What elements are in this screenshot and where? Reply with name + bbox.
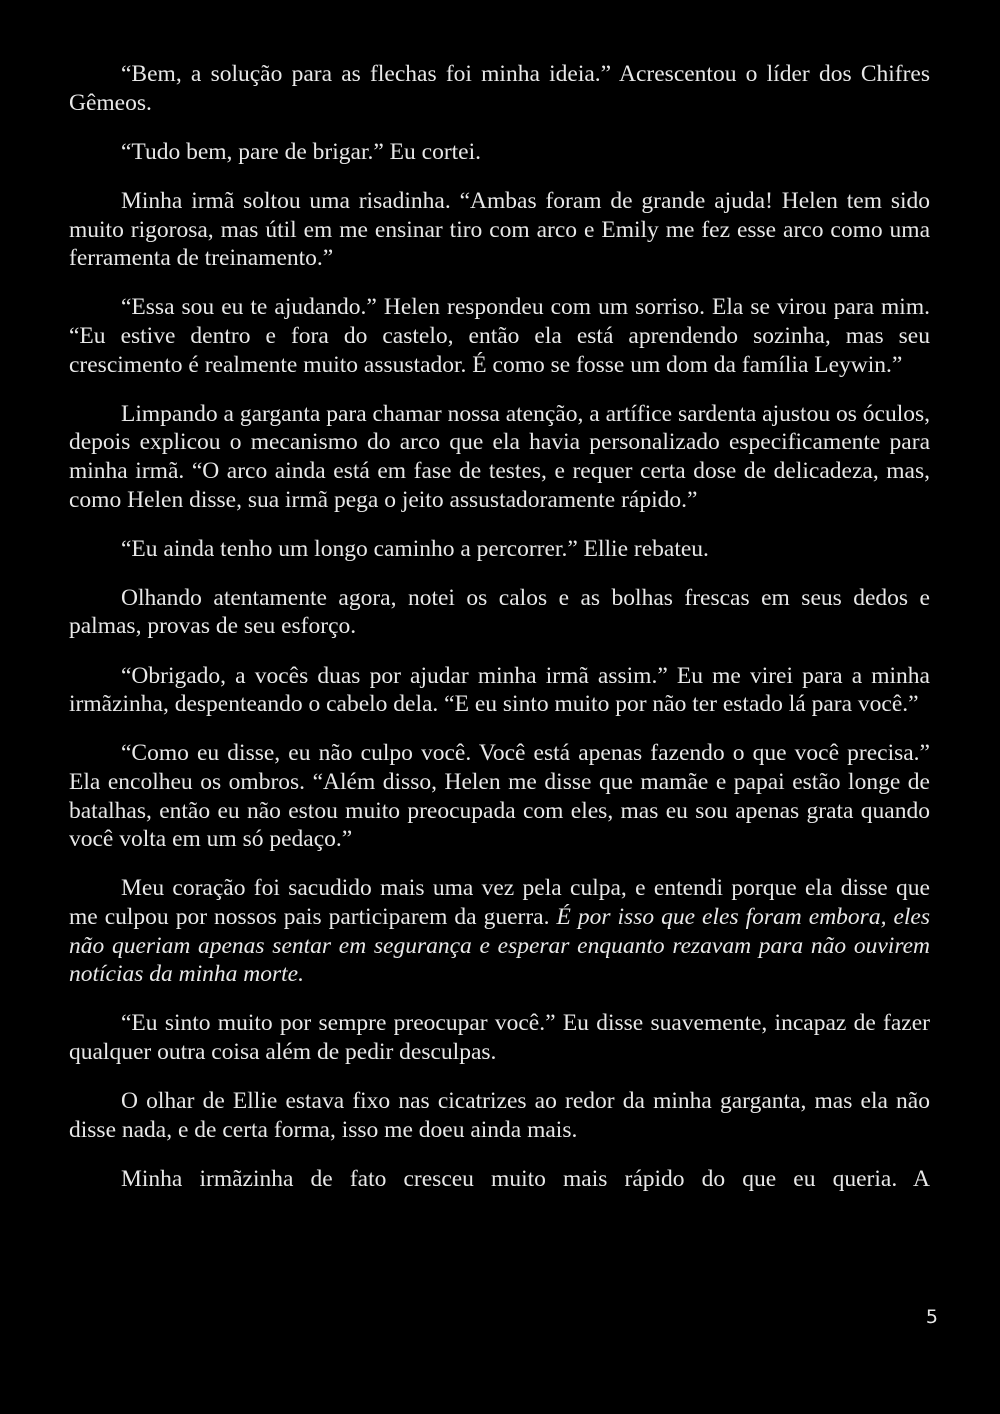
paragraph-1: “Bem, a solução para as flechas foi minha ideia.” Acrescentou o líder dos Chifres Gêmeos. <box>69 61 930 116</box>
paragraph-13: Minha irmãzinha de fato cresceu muito mais rápido do que eu queria. A <box>121 1165 930 1192</box>
paragraph-10-text: Meu coração foi sacudido mais uma vez pela culpa, e entendi porque ela disse que me culpou por nossos pais participarem da guerra. <box>69 875 930 930</box>
paragraph-8: “Obrigado, a vocês duas por ajudar minha irmã assim.” Eu me virei para a minha irmãzinha, despenteando o cabelo dela. “E eu sinto muito por não ter estado lá para você.” <box>69 662 930 718</box>
paragraph-3: Minha irmã soltou uma risadinha. “Ambas foram de grande ajuda! Helen tem sido muito rigorosa, mas útil em me ensinar tiro com arco e Emily me fez esse arco como uma ferramenta de treinamento.” <box>69 187 930 272</box>
paragraph-12: O olhar de Ellie estava fixo nas cicatrizes ao redor da minha garganta, mas ela não disse nada, e de certa forma, isso me doeu ainda mais. <box>69 1088 930 1143</box>
paragraph-7: Olhando atentamente agora, notei os calos e as bolhas frescas em seus dedos e palmas, provas de seu esforço. <box>69 584 930 640</box>
page-number: 5 <box>925 1306 938 1328</box>
paragraph-4: “Essa sou eu te ajudando.” Helen respondeu com um sorriso. Ela se virou para mim. “Eu estive dentro e fora do castelo, então ela está aprendendo sozinha, mas seu crescimento é realmente muito assustador. É como se fosse um dom da família Leywin.” <box>69 294 930 378</box>
paragraph-2: “Tudo bem, pare de brigar.” Eu cortei. <box>121 138 482 165</box>
paragraph-10 <box>69 874 930 988</box>
paragraph-6: “Eu ainda tenho um longo caminho a percorrer.” Ellie rebateu. <box>121 535 709 562</box>
paragraph-5: Limpando a garganta para chamar nossa atenção, a artífice sardenta ajustou os óculos, depois explicou o mecanismo do arco que ela havia personalizado especificamente para minha irmã. “O arco ainda está em fase de testes, e requer certa dose de delicadeza, mas, como Helen disse, sua irmã pega o jeito assustadoramente rápido.” <box>69 400 930 513</box>
paragraph-11: “Eu sinto muito por sempre preocupar você.” Eu disse suavemente, incapaz de fazer qualquer outra coisa além de pedir desculpas. <box>69 1010 930 1065</box>
paragraph-10-italic: É por isso que eles foram embora, eles não queriam apenas sentar em segurança e esperar enquanto rezavam para não ouvirem notícias da minha morte. <box>69 904 930 988</box>
body-text <box>69 60 930 1194</box>
paragraph-9: “Como eu disse, eu não culpo você. Você está apenas fazendo o que você precisa.” Ela encolheu os ombros. “Além disso, Helen me disse que mamãe e papai estão longe de batalhas, então eu não estou muito preocupada com eles, mas eu sou apenas grata quando você volta em um só pedaço.” <box>69 740 930 853</box>
